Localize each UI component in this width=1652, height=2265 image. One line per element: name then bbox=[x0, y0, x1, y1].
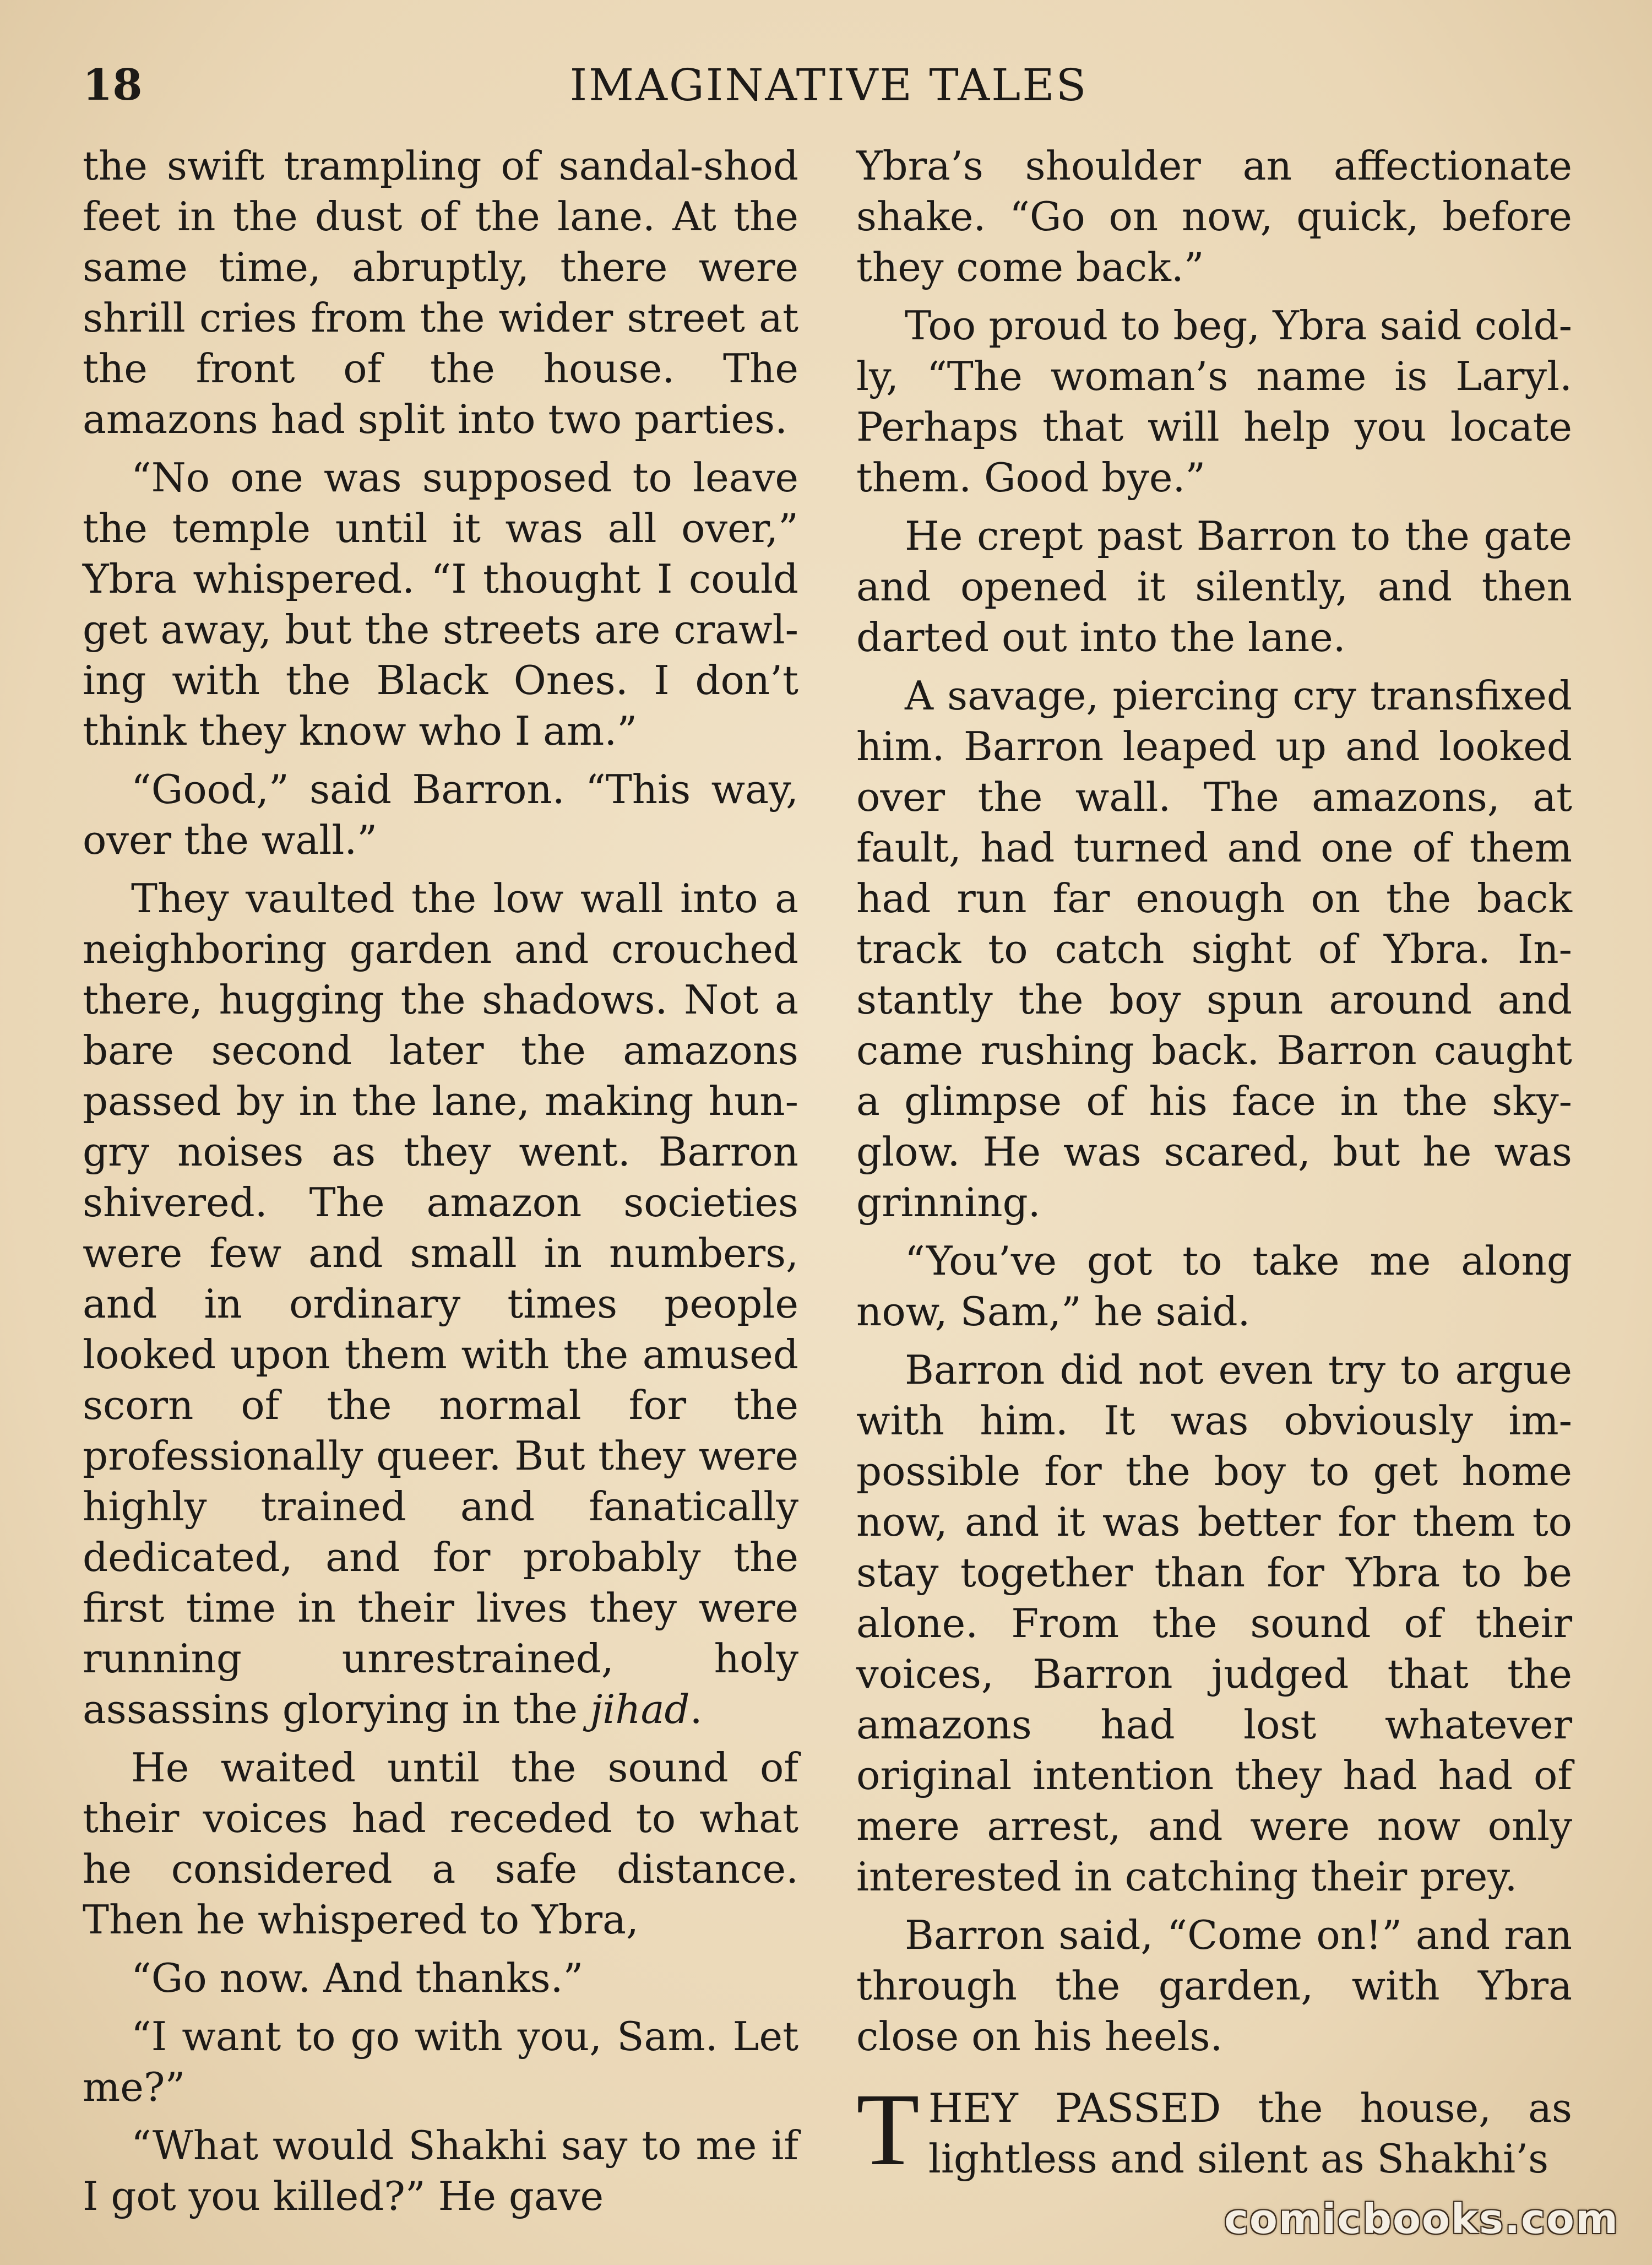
paragraph: “No one was supposed to leave the temple until it was all over,” Ybra whispered. “I thought I could get away, but the streets are crawling with the Black Ones. I don’t think they know who I am.” bbox=[83, 454, 798, 754]
paragraph: the swift trampling of sandal-shod feet in the dust of the lane. At the same time, abruptly, there were shrill cries from the wider street at the front of the house. The amazons had split into two parties. bbox=[83, 143, 798, 442]
right-column bbox=[856, 140, 1572, 2192]
italic-word: jihad bbox=[590, 1686, 690, 1732]
paragraph: A savage, piercing cry transfixed him. Barron leaped up and looked over the wall. The amazons, at fault, had turned and one of them had run far enough on the back track to catch sight of Ybra. Instantly the boy spun around and came rushing back. Barron caught a glimpse of his face in the skyglow. He was scared, but he was grinning. bbox=[856, 673, 1572, 1226]
paragraph: He waited until the sound of their voices had receded to what he considered a safe distance. Then he whispered to Ybra, bbox=[83, 1744, 798, 1943]
paragraph: Too proud to beg, Ybra said coldly, “The woman’s name is Laryl. Perhaps that will help you locate them. Good bye.” bbox=[856, 302, 1572, 501]
page-header bbox=[83, 55, 1575, 116]
paragraph: “Good,” said Barron. “This way, over the wall.” bbox=[83, 766, 798, 863]
paragraph bbox=[83, 873, 798, 1735]
paragraph: He crept past Barron to the gate and opened it silently, and then darted out into the lane. bbox=[856, 513, 1572, 660]
paragraph-end: . bbox=[689, 1686, 703, 1732]
watermark-logo: comicbooks.com bbox=[1224, 2196, 1619, 2243]
paragraph: “You’ve got to take me along now, Sam,” he said. bbox=[856, 1238, 1572, 1335]
section-opening-paragraph bbox=[856, 2072, 1572, 2187]
paragraph-text: HEY PASSED the house, as lightless and silent as Shakhi’s bbox=[928, 2085, 1572, 2182]
paragraph: “What would Shakhi say to me if I got you killed?” He gave bbox=[83, 2122, 798, 2219]
drop-cap: T bbox=[856, 2072, 920, 2187]
paragraph: Ybra’s shoulder an affectionate shake. “Go on now, quick, before they come back.” bbox=[856, 143, 1572, 290]
paragraph-text: They vaulted the low wall into a neighboring garden and crouched there, hugging the shadows. Not a bare second later the amazons passed by in the lane, making hungry noises as they went. Barron shivered. The amazon societies were few and small in numbers, and in ordinary times people looked upon them with the amused scorn of the normal for the professionally queer. But they were highly trained and fanatically dedicated, and for probably the first time in their lives they were running unrestrained, holy assassins glorying in the bbox=[83, 875, 798, 1732]
running-title: IMAGINATIVE TALES bbox=[569, 59, 1088, 111]
paragraph: Barron said, “Come on!” and ran through the garden, with Ybra close on his heels. bbox=[856, 1912, 1572, 2060]
paragraph: Barron did not even try to argue with him. It was obviously impossible for the boy to get home now, and it was better for them to stay together than for Ybra to be alone. From the sound of their voices, Barron judged that the amazons had lost whatever original intention they had had of mere arrest, and were now only interested in catching their prey. bbox=[856, 1347, 1572, 1900]
page-number: 18 bbox=[83, 60, 143, 110]
paragraph: “I want to go with you, Sam. Let me?” bbox=[83, 2013, 798, 2110]
paragraph: “Go now. And thanks.” bbox=[131, 1955, 584, 2001]
left-column bbox=[83, 140, 798, 2229]
